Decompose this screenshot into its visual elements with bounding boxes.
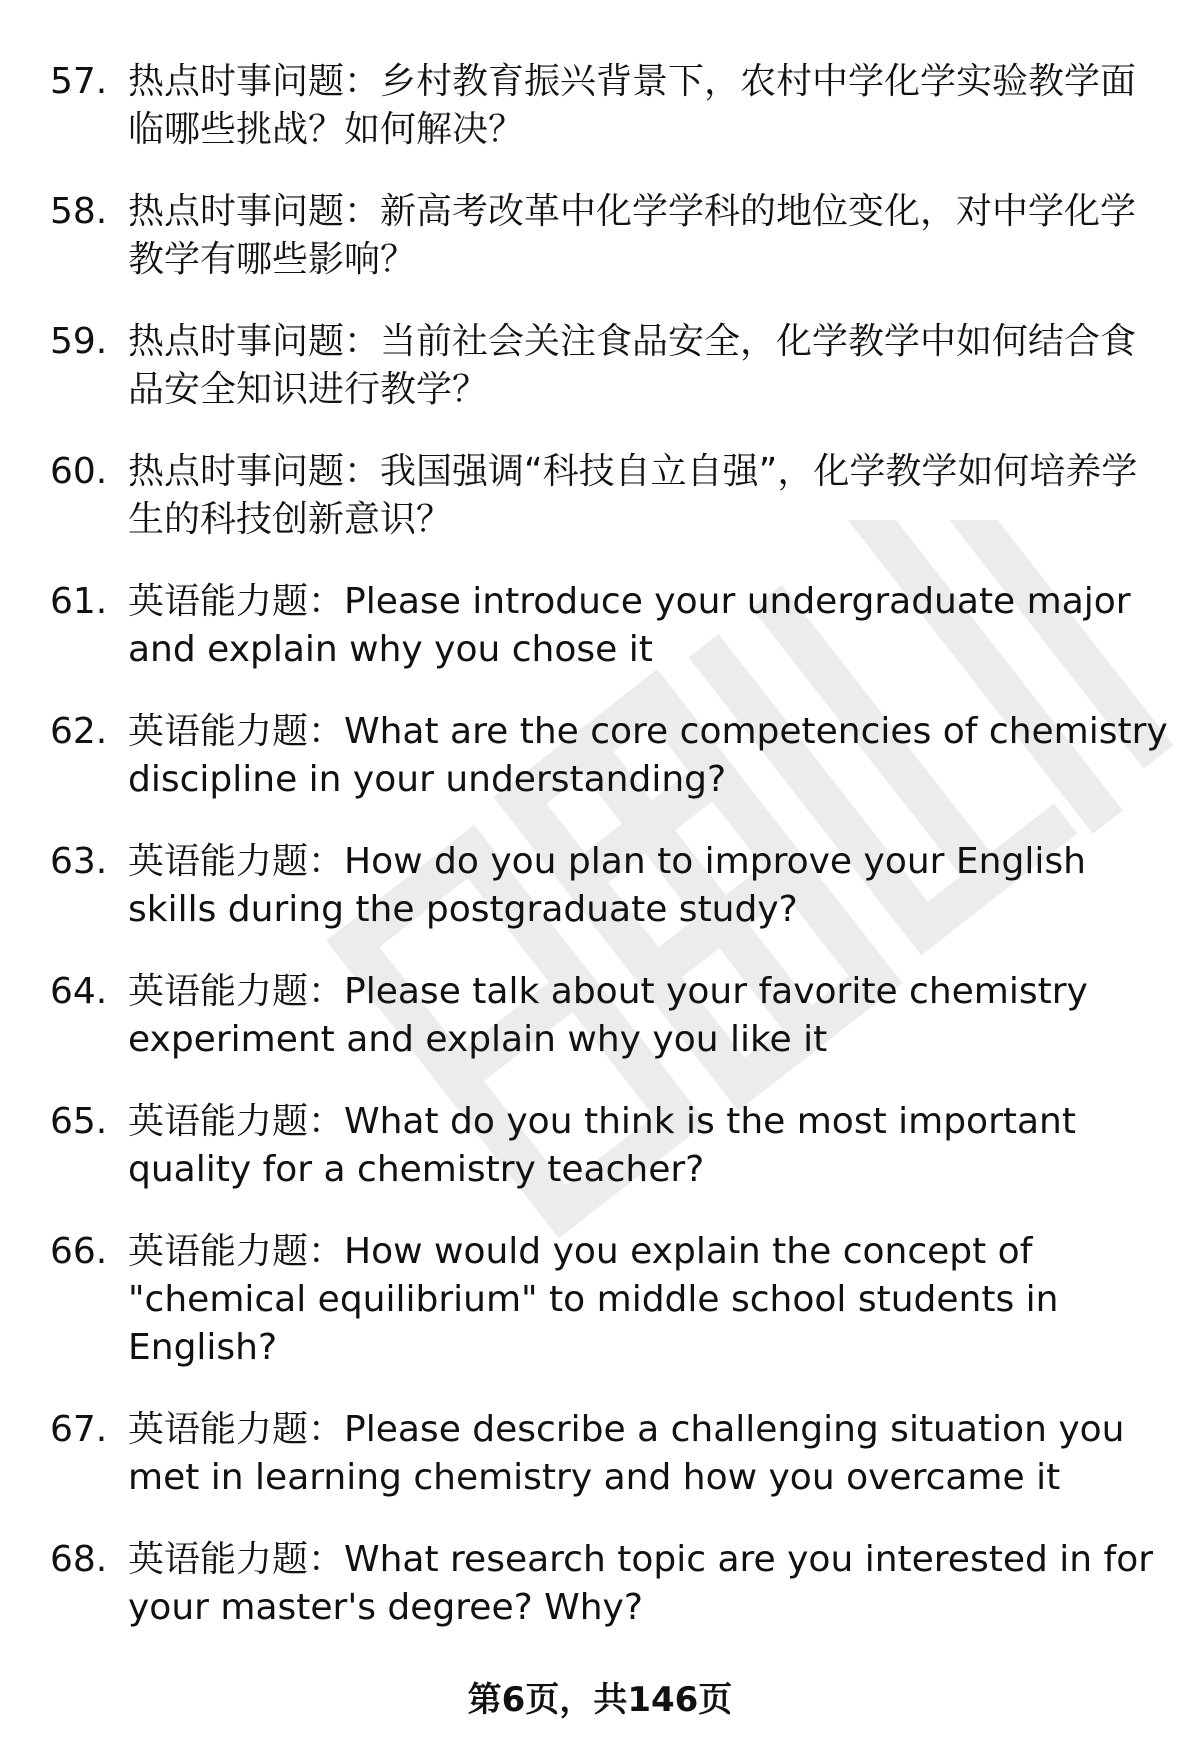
question-text: 我国强调“科技自立自强”，化学教学如何培养学生的科技创新意识？ bbox=[128, 451, 1138, 540]
question-text: What research topic are you interested in for your master's degree? Why? bbox=[128, 1539, 1154, 1628]
question-body bbox=[128, 1098, 1170, 1194]
question-item bbox=[50, 318, 1170, 414]
question-body bbox=[128, 318, 1170, 414]
question-category: 英语能力题： bbox=[128, 711, 345, 752]
question-text: What are the core competencies of chemistry discipline in your understanding? bbox=[128, 711, 1168, 800]
question-item bbox=[50, 1098, 1170, 1194]
question-text: 新高考改革中化学学科的地位变化，对中学化学教学有哪些影响？ bbox=[128, 191, 1137, 280]
question-number: 65. bbox=[50, 1101, 108, 1142]
question-item bbox=[50, 448, 1170, 544]
question-body bbox=[128, 578, 1170, 674]
question-text: How do you plan to improve your English skills during the postgraduate study? bbox=[128, 841, 1086, 930]
question-number: 60. bbox=[50, 451, 108, 492]
question-item bbox=[50, 968, 1170, 1064]
question-number: 66. bbox=[50, 1231, 108, 1272]
question-number: 59. bbox=[50, 321, 108, 362]
question-category: 热点时事问题： bbox=[128, 191, 381, 232]
question-item bbox=[50, 1228, 1170, 1372]
question-category: 英语能力题： bbox=[128, 1539, 345, 1580]
question-category: 英语能力题： bbox=[128, 581, 345, 622]
question-body bbox=[128, 708, 1170, 804]
question-number: 68. bbox=[50, 1539, 108, 1580]
question-text: What do you think is the most important quality for a chemistry teacher? bbox=[128, 1101, 1076, 1190]
question-text: Please talk about your favorite chemistry experiment and explain why you like it bbox=[128, 971, 1088, 1060]
question-body bbox=[128, 448, 1170, 544]
question-body bbox=[128, 968, 1170, 1064]
question-category: 热点时事问题： bbox=[128, 321, 381, 362]
question-text: Please introduce your undergraduate major and explain why you chose it bbox=[128, 581, 1131, 670]
question-body bbox=[128, 1406, 1170, 1502]
question-text: Please describe a challenging situation you met in learning chemistry and how you overcame it bbox=[128, 1409, 1125, 1498]
question-body bbox=[128, 58, 1170, 154]
question-number: 57. bbox=[50, 61, 108, 102]
question-item bbox=[50, 188, 1170, 284]
question-number: 61. bbox=[50, 581, 108, 622]
question-category: 英语能力题： bbox=[128, 841, 345, 882]
question-number: 58. bbox=[50, 191, 108, 232]
question-list bbox=[50, 58, 1170, 1666]
page-number-footer: 第6页，共146页 bbox=[467, 1680, 733, 1720]
question-text: 乡村教育振兴背景下，农村中学化学实验教学面临哪些挑战？如何解决？ bbox=[128, 61, 1137, 150]
question-number: 64. bbox=[50, 971, 108, 1012]
question-number: 62. bbox=[50, 711, 108, 752]
question-number: 63. bbox=[50, 841, 108, 882]
question-item bbox=[50, 708, 1170, 804]
question-category: 英语能力题： bbox=[128, 971, 345, 1012]
question-item bbox=[50, 58, 1170, 154]
question-item bbox=[50, 838, 1170, 934]
question-body bbox=[128, 1536, 1170, 1632]
question-category: 英语能力题： bbox=[128, 1409, 345, 1450]
question-body bbox=[128, 838, 1170, 934]
question-body bbox=[128, 1228, 1170, 1372]
question-item bbox=[50, 1406, 1170, 1502]
question-category: 热点时事问题： bbox=[128, 451, 381, 492]
question-category: 英语能力题： bbox=[128, 1231, 345, 1272]
question-body bbox=[128, 188, 1170, 284]
question-category: 热点时事问题： bbox=[128, 61, 381, 102]
question-item bbox=[50, 578, 1170, 674]
question-number: 67. bbox=[50, 1409, 108, 1450]
question-text: 当前社会关注食品安全，化学教学中如何结合食品安全知识进行教学？ bbox=[128, 321, 1137, 410]
question-text: How would you explain the concept of "chemical equilibrium" to middle school students in English? bbox=[128, 1231, 1059, 1368]
question-item bbox=[50, 1536, 1170, 1632]
question-category: 英语能力题： bbox=[128, 1101, 345, 1142]
